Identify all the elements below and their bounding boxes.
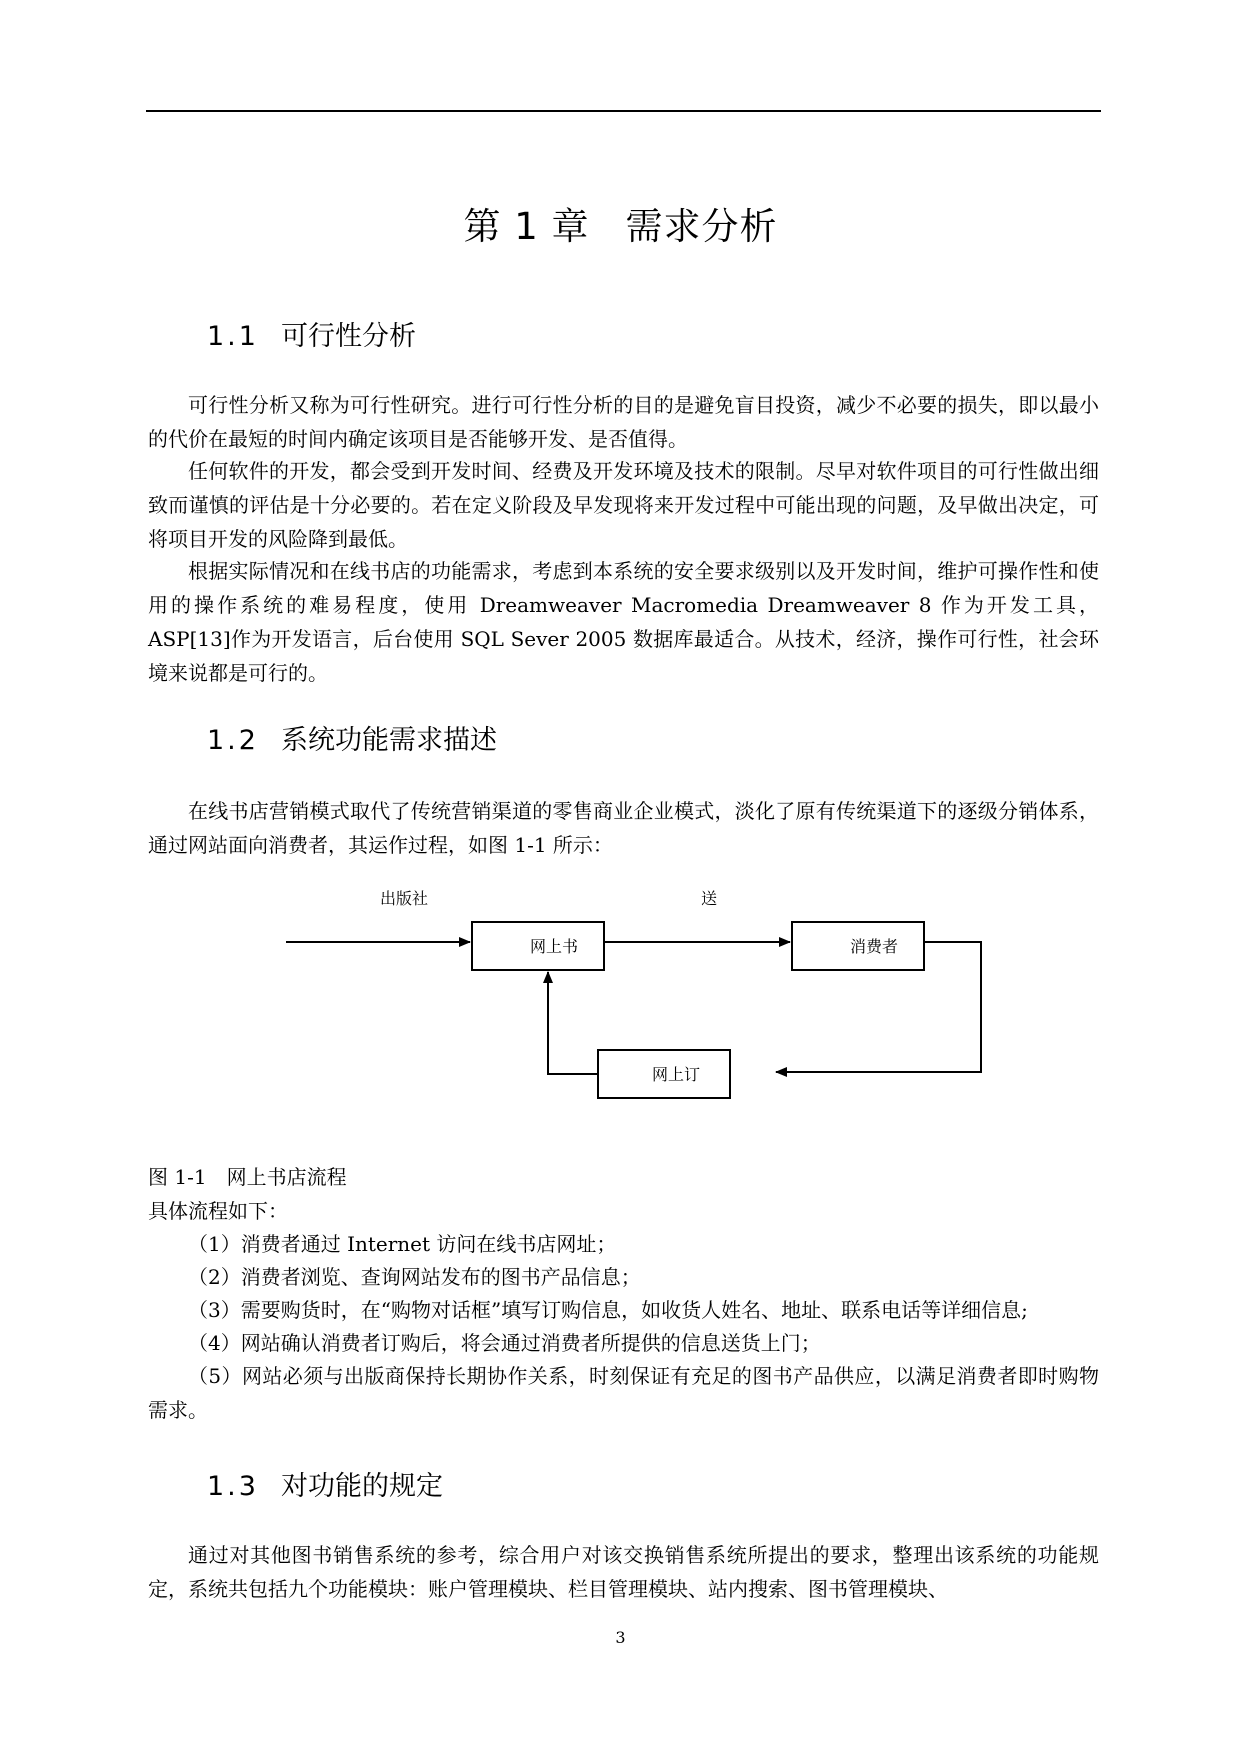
section-heading-1-3: 1.3 对功能的规定: [207, 1471, 443, 1502]
paragraph-system-intro: 在线书店营销模式取代了传统营销渠道的零售商业企业模式，淡化了原有传统渠道下的逐级分销体系，通过网站面向消费者，其运作过程，如图 1-1 所示：: [148, 799, 1099, 857]
paragraph-function-spec: 通过对其他图书销售系统的参考，综合用户对该交换销售系统所提出的要求，整理出该系统的功能规定，系统共包括九个功能模块：账户管理模块、栏目管理模块、站内搜索、图书管理模块、: [148, 1543, 1099, 1601]
flow-step: （5）网站必须与出版商保持长期协作关系，时刻保证有充足的图书产品供应，以满足消费者即时购物需求。: [148, 1364, 1099, 1422]
box-order-label: 网上订: [652, 1065, 701, 1084]
section-heading-1-1: 1.1 可行性分析: [207, 321, 416, 352]
flow-step: （2）消费者浏览、查询网站发布的图书产品信息；: [188, 1265, 641, 1289]
paragraph-feasibility-1: 可行性分析又称为可行性研究。进行可行性分析的目的是避免盲目投资，减少不必要的损失，即以最小的代价在最短的时间内确定该项目是否能够开发、是否值得。: [148, 393, 1099, 451]
flow-step: （1）消费者通过 Internet 访问在线书店网址；: [188, 1232, 617, 1256]
flow-diagram: [0, 880, 1241, 1130]
box-bookstore-label: 网上书: [530, 937, 579, 956]
chapter-number: 第 1 章: [463, 205, 590, 248]
box-consumer-label: 消费者: [850, 937, 899, 956]
paragraph-feasibility-3: 根据实际情况和在线书店的功能需求，考虑到本系统的安全要求级别以及开发时间，维护可操作性和使用的操作系统的难易程度，使用 Dreamweaver Macromedia Dreamweaver 8 作为开发工具，ASP[13]作为开发语言，后台使用 SQL Sever 2005 数据库最适合。从技术，经济，操作可行性，社会环境来说都是可行的。: [148, 559, 1099, 685]
flow-step: （3）需要购货时，在“购物对话框”填写订购信息，如收货人姓名、地址、联系电话等详细信息;: [188, 1298, 1028, 1322]
header-rule: [146, 110, 1101, 112]
chapter-title: [0, 196, 1241, 250]
page-number: 3: [615, 1628, 626, 1647]
chapter-subtitle: 需求分析: [625, 205, 778, 248]
arrow-order-to-bookstore: [548, 972, 598, 1074]
flow-step: （4）网站确认消费者订购后，将会通过消费者所提供的信息送货上门；: [188, 1331, 821, 1355]
flow-intro: 具体流程如下：: [148, 1199, 288, 1223]
section-heading-1-2: 1.2 系统功能需求描述: [207, 725, 497, 756]
paragraph-feasibility-2: 任何软件的开发，都会受到开发时间、经费及开发环境及技术的限制。尽早对软件项目的可行性做出细致而谨慎的评估是十分必要的。若在定义阶段及早发现将来开发过程中可能出现的问题，及早做出决定，可将项目开发的风险降到最低。: [148, 459, 1099, 551]
figure-caption: 图 1-1 网上书店流程: [148, 1165, 347, 1189]
label-publisher: 出版社: [380, 889, 429, 908]
label-send: 送: [701, 889, 718, 908]
